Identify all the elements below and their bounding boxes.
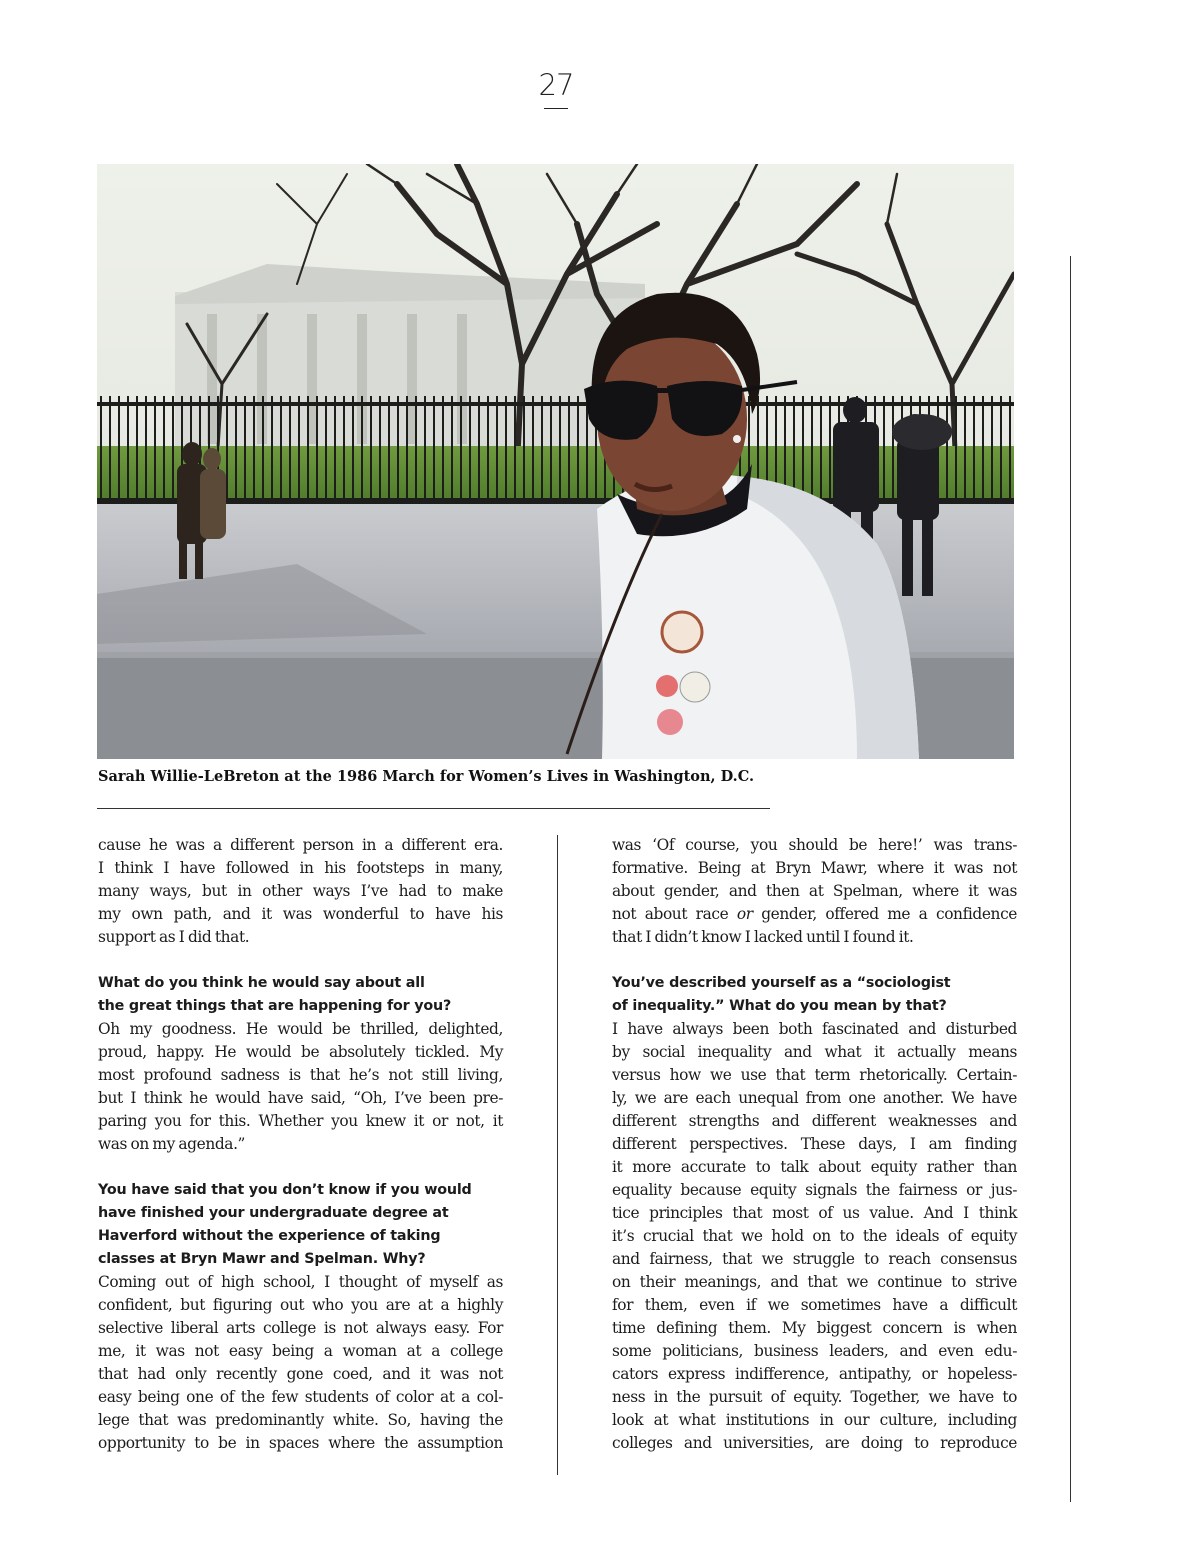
text-line: and fairness, that we struggle to reach consensus: [612, 1250, 1017, 1268]
text-line: me, it was not easy being a woman at a college: [98, 1342, 503, 1360]
page-number-underline: [544, 108, 568, 109]
caption-divider: [97, 808, 770, 809]
text-line: ly, we are each unequal from one another. We have: [612, 1089, 1017, 1107]
text-line: versus how we use that term rhetorically. Certain-: [612, 1066, 1017, 1084]
text-line: look at what institutions in our culture, including: [612, 1411, 1017, 1429]
text-line: some politicians, business leaders, and even edu-: [612, 1342, 1017, 1360]
paragraph: [98, 834, 503, 949]
text-line: was ‘Of course, you should be here!’ was trans-: [612, 836, 1017, 854]
interview-answer: [98, 1018, 503, 1156]
text-line: it more accurate to talk about equity rather than: [612, 1158, 1017, 1176]
text-line: different perspectives. These days, I am finding: [612, 1135, 1017, 1153]
text-line: have finished your undergraduate degree at: [98, 1205, 449, 1221]
photo-caption: Sarah Willie-LeBreton at the 1986 March for Women’s Lives in Washington, D.C.: [98, 768, 755, 785]
text-line: about gender, and then at Spelman, where it was: [612, 882, 1017, 900]
text-line: was on my agenda.”: [98, 1135, 246, 1153]
text-line: cause he was a different person in a different era.: [98, 836, 503, 854]
text-line: You’ve described yourself as a “sociologist: [612, 975, 951, 991]
text-segment: not about race: [612, 905, 737, 923]
interview-question: [98, 1179, 503, 1271]
text-line: opportunity to be in spaces where the assumption: [98, 1434, 503, 1452]
text-line: cators express indifference, antipathy, or hopeless-: [612, 1365, 1017, 1383]
interview-question: [612, 972, 1017, 1018]
text-line: it’s crucial that we hold on to the ideals of equity: [612, 1227, 1017, 1245]
paragraph: [612, 834, 1017, 949]
text-line: I have always been both fascinated and disturbed: [612, 1020, 1017, 1038]
text-line: of inequality.” What do you mean by that?: [612, 998, 947, 1014]
text-line: Oh my goodness. He would be thrilled, delighted,: [98, 1020, 503, 1038]
text-line: equality because equity signals the fairness or jus-: [612, 1181, 1017, 1199]
text-line: [612, 903, 1017, 926]
text-line: lege that was predominantly white. So, having the: [98, 1411, 503, 1429]
left-column: [98, 834, 503, 1455]
text-line: many ways, but in other ways I’ve had to make: [98, 882, 503, 900]
right-column: [612, 834, 1017, 1455]
text-line: ness in the pursuit of equity. Together, we have to: [612, 1388, 1017, 1406]
text-line: but I think he would have said, “Oh, I’ve been pre-: [98, 1089, 503, 1107]
text-line: for them, even if we sometimes have a difficult: [612, 1296, 1017, 1314]
photo-illustration: [97, 164, 1014, 759]
text-line: formative. Being at Bryn Mawr, where it was not: [612, 859, 1017, 877]
text-segment: gender, offered me a confidence: [752, 905, 1017, 923]
emphasis: or: [736, 905, 753, 923]
text-line: easy being one of the few students of color at a col-: [98, 1388, 503, 1406]
text-line: the great things that are happening for you?: [98, 998, 452, 1014]
text-line: on their meanings, and that we continue to strive: [612, 1273, 1017, 1291]
text-line: Haverford without the experience of taking: [98, 1228, 441, 1244]
margin-rule: [1070, 256, 1071, 1502]
text-line: time defining them. My biggest concern is when: [612, 1319, 1017, 1337]
text-line: proud, happy. He would be absolutely tickled. My: [98, 1043, 503, 1061]
page-number: 27: [538, 68, 574, 102]
text-line: that I didn’t know I lacked until I found it.: [612, 928, 914, 946]
text-line: confident, but figuring out who you are at a highly: [98, 1296, 503, 1314]
photo: [97, 164, 1014, 759]
text-line: tice principles that most of us value. And I think: [612, 1204, 1017, 1222]
text-line: What do you think he would say about all: [98, 975, 425, 991]
text-line: my own path, and it was wonderful to have his: [98, 905, 503, 923]
text-line: paring you for this. Whether you knew it or not, it: [98, 1112, 503, 1130]
text-line: Coming out of high school, I thought of myself as: [98, 1273, 503, 1291]
interview-answer: [612, 1018, 1017, 1455]
text-line: classes at Bryn Mawr and Spelman. Why?: [98, 1251, 426, 1267]
text-line: different strengths and different weaknesses and: [612, 1112, 1017, 1130]
text-line: You have said that you don’t know if you would: [98, 1182, 472, 1198]
interview-question: [98, 972, 503, 1018]
text-line: selective liberal arts college is not always easy. For: [98, 1319, 503, 1337]
column-divider: [557, 835, 558, 1475]
text-line: by social inequality and what it actually means: [612, 1043, 1017, 1061]
text-line: that had only recently gone coed, and it was not: [98, 1365, 503, 1383]
text-line: support as I did that.: [98, 928, 250, 946]
text-line: colleges and universities, are doing to reproduce: [612, 1434, 1017, 1452]
interview-answer: [98, 1271, 503, 1455]
text-line: I think I have followed in his footsteps in many,: [98, 859, 503, 877]
text-line: most profound sadness is that he’s not still living,: [98, 1066, 503, 1084]
